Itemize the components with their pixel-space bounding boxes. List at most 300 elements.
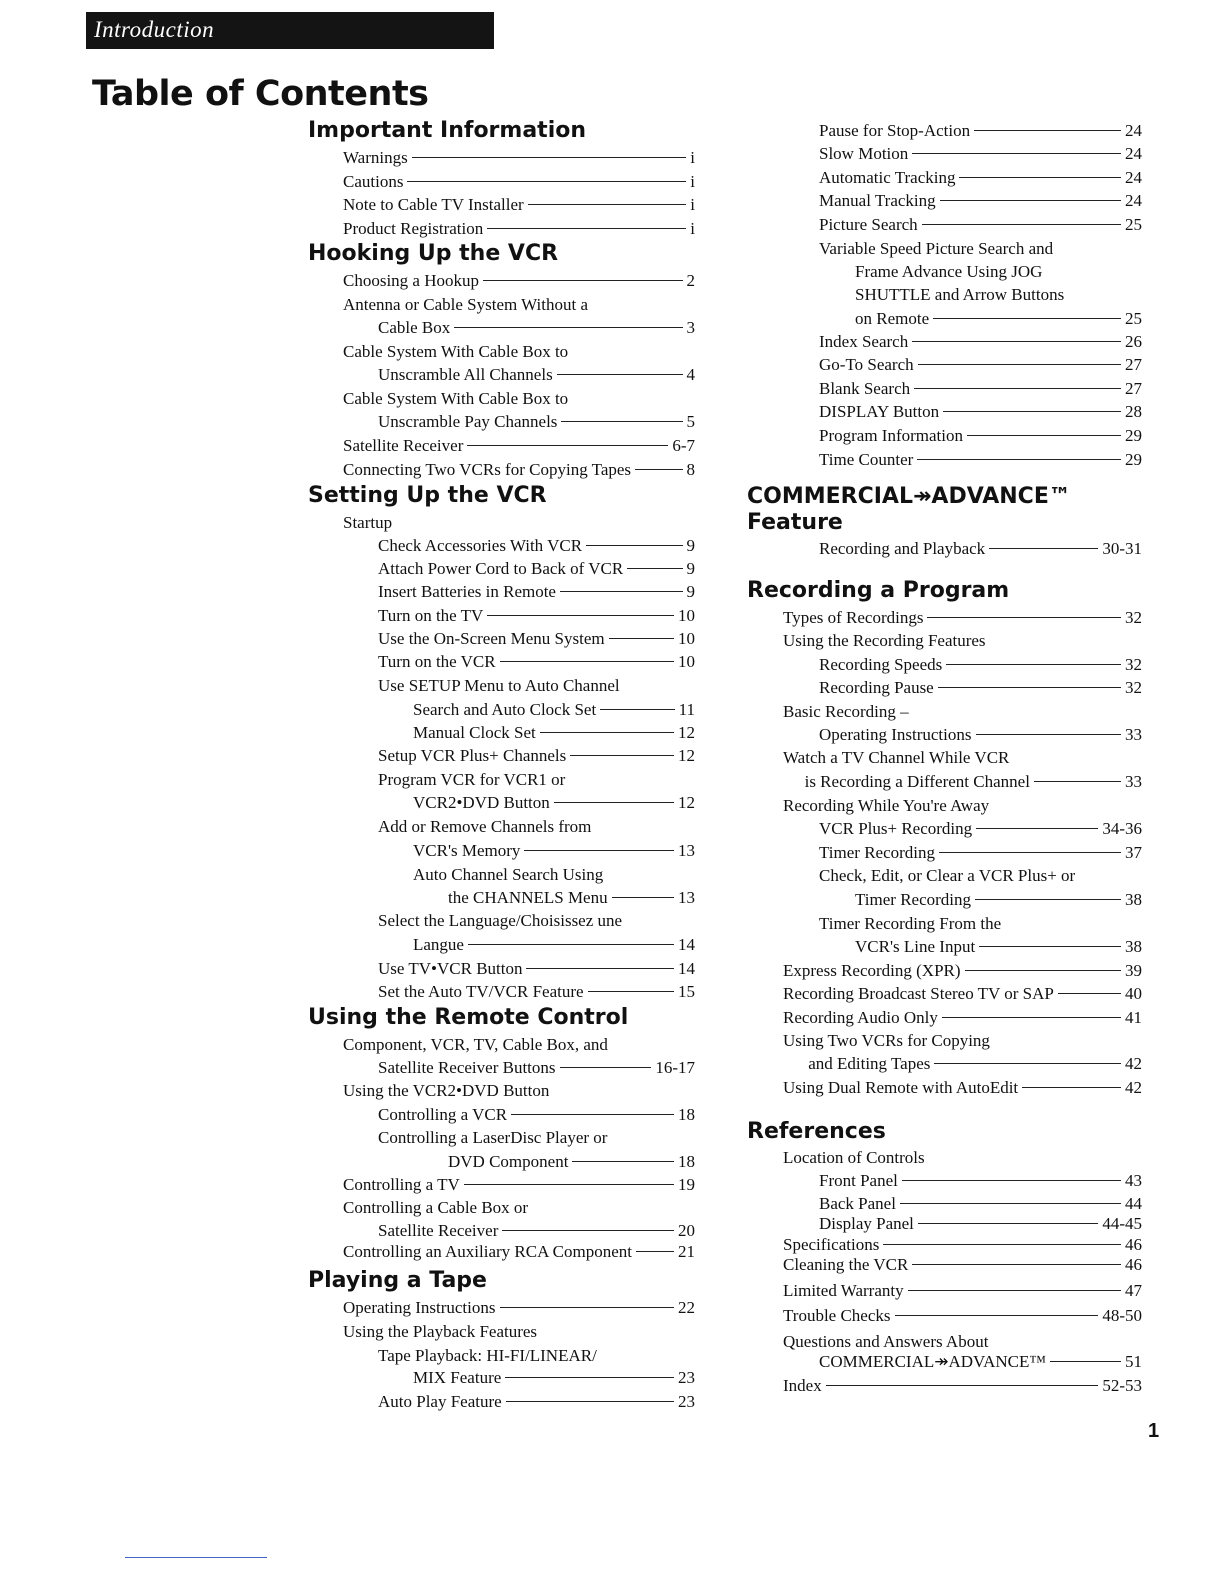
toc-entry[interactable] <box>783 606 1142 630</box>
toc-text-line <box>343 387 568 411</box>
toc-entry-label: VCR2•DVD Button <box>413 793 550 812</box>
leader-line <box>912 341 1121 342</box>
leader-line <box>468 944 674 945</box>
toc-text-line <box>819 864 1075 888</box>
toc-entry[interactable] <box>378 1103 695 1127</box>
leader-line <box>918 364 1121 365</box>
toc-entry-label: Turn on the VCR <box>378 652 496 671</box>
toc-entry-label: Auto Play Feature <box>378 1392 502 1411</box>
toc-entry-page: 18 <box>678 1152 695 1171</box>
toc-entry-label: Program Information <box>819 426 963 445</box>
toc-entry-page: 6-7 <box>672 436 695 455</box>
leader-line <box>967 435 1121 436</box>
toc-entry[interactable] <box>819 1212 1142 1236</box>
toc-entry-label: Search and Auto Clock Set <box>413 700 597 719</box>
toc-entry[interactable] <box>378 363 695 387</box>
toc-entry-label: MIX Feature <box>413 1368 502 1387</box>
toc-entry[interactable] <box>819 448 1142 472</box>
toc-entry-page: 34-36 <box>1102 819 1142 838</box>
leader-line <box>635 469 682 470</box>
leader-line <box>989 548 1098 549</box>
toc-entry[interactable] <box>343 434 695 458</box>
toc-entry-label: Using Two VCRs for Copying <box>783 1031 990 1050</box>
toc-text-line <box>343 1320 537 1344</box>
leader-line <box>1022 1087 1121 1088</box>
section-heading: Feature <box>747 510 843 535</box>
toc-entry-page: 9 <box>686 582 695 601</box>
toc-entry[interactable] <box>448 886 695 910</box>
toc-entry[interactable] <box>783 1076 1142 1100</box>
toc-entry-label: Timer Recording From the <box>819 914 1002 933</box>
leader-line <box>572 1161 674 1162</box>
toc-entry-page: 44-45 <box>1102 1214 1142 1233</box>
leader-line <box>412 157 687 158</box>
toc-entry-page: 16-17 <box>655 1058 695 1077</box>
toc-entry-label: Using Dual Remote with AutoEdit <box>783 1078 1019 1097</box>
toc-entry[interactable] <box>819 424 1142 448</box>
toc-entry-page: 24 <box>1125 121 1142 140</box>
toc-entry[interactable] <box>343 217 695 241</box>
leader-line <box>934 1063 1121 1064</box>
toc-entry[interactable] <box>855 307 1142 331</box>
toc-entry[interactable] <box>819 400 1142 424</box>
toc-entry[interactable] <box>343 193 695 217</box>
leader-line <box>917 459 1121 460</box>
leader-line <box>561 421 682 422</box>
toc-entry[interactable] <box>413 839 695 863</box>
leader-line <box>912 153 1121 154</box>
leader-line <box>528 204 687 205</box>
toc-text-line <box>783 1146 925 1170</box>
toc-entry-label: Use SETUP Menu to Auto Channel <box>378 676 620 695</box>
toc-entry[interactable] <box>783 1253 1142 1277</box>
toc-entry-page: 13 <box>678 888 695 907</box>
toc-entry-label: Attach Power Cord to Back of VCR <box>378 559 624 578</box>
toc-entry-label: Types of Recordings <box>783 608 924 627</box>
toc-entry-page: 41 <box>1125 1008 1142 1027</box>
toc-entry[interactable] <box>378 534 695 558</box>
toc-text-line <box>378 815 591 839</box>
toc-entry[interactable] <box>378 744 695 768</box>
toc-entry-page: 3 <box>686 318 695 337</box>
leader-line <box>959 177 1121 178</box>
toc-entry[interactable] <box>378 580 695 604</box>
toc-entry-page: i <box>690 148 695 167</box>
toc-text-line <box>783 746 1009 770</box>
toc-entry-label: and Editing Tapes <box>808 1054 931 1073</box>
toc-text-line <box>378 1126 607 1150</box>
toc-entry-label: Using the Recording Features <box>783 631 986 650</box>
toc-entry-label: Program VCR for VCR1 or <box>378 770 566 789</box>
leader-line <box>600 709 674 710</box>
toc-entry-page: 39 <box>1125 961 1142 980</box>
leader-line <box>939 852 1121 853</box>
toc-entry-label: VCR Plus+ Recording <box>819 819 973 838</box>
toc-entry-label: Basic Recording – <box>783 702 909 721</box>
toc-entry[interactable] <box>783 982 1142 1006</box>
toc-entry[interactable] <box>378 1390 695 1414</box>
leader-line <box>524 850 674 851</box>
toc-entry-label: Check Accessories With VCR <box>378 536 583 555</box>
toc-entry[interactable] <box>783 1304 1142 1328</box>
toc-entry-label: is Recording a Different Channel <box>804 772 1030 791</box>
toc-entry-page: i <box>690 219 695 238</box>
toc-entry-label: Product Registration <box>343 219 484 238</box>
toc-entry-label: Auto Channel Search Using <box>413 865 604 884</box>
toc-entry-label: Controlling a TV <box>343 1175 460 1194</box>
toc-entry[interactable] <box>819 723 1142 747</box>
toc-entry[interactable] <box>819 653 1142 677</box>
page-title: Table of Contents <box>92 74 429 114</box>
toc-entry-label: Location of Controls <box>783 1148 925 1167</box>
toc-entry-page: i <box>690 172 695 191</box>
toc-entry[interactable] <box>413 698 695 722</box>
toc-entry[interactable] <box>783 959 1142 983</box>
leader-line <box>883 1244 1121 1245</box>
toc-entry-page: 42 <box>1125 1078 1142 1097</box>
toc-entry-page: 46 <box>1125 1235 1142 1254</box>
leader-line <box>454 327 682 328</box>
toc-entry[interactable] <box>413 791 695 815</box>
toc-text-line <box>855 260 1042 284</box>
toc-text-line <box>343 293 588 317</box>
toc-entry[interactable] <box>378 410 695 434</box>
toc-entry-page: 33 <box>1125 725 1142 744</box>
toc-entry-label: SHUTTLE and Arrow Buttons <box>855 285 1065 304</box>
toc-entry[interactable] <box>819 676 1142 700</box>
toc-entry[interactable] <box>805 770 1142 794</box>
leader-line <box>487 228 686 229</box>
toc-text-line <box>378 674 620 698</box>
toc-entry-label: Check, Edit, or Clear a VCR Plus+ or <box>819 866 1076 885</box>
toc-entry-page: 12 <box>678 793 695 812</box>
toc-entry-label: Back Panel <box>819 1194 896 1213</box>
toc-entry-label: Express Recording (XPR) <box>783 961 961 980</box>
toc-entry-page: 4 <box>686 365 695 384</box>
toc-text-line <box>783 1029 990 1053</box>
toc-entry-page: 38 <box>1125 937 1142 956</box>
toc-entry[interactable] <box>378 627 695 651</box>
toc-text-line <box>343 340 568 364</box>
toc-entry-label: Startup <box>343 513 393 532</box>
leader-line <box>570 755 674 756</box>
toc-entry[interactable] <box>819 189 1142 213</box>
toc-entry[interactable] <box>819 1169 1142 1193</box>
leader-line <box>627 568 682 569</box>
toc-entry-label: Unscramble Pay Channels <box>378 412 558 431</box>
toc-entry-page: 11 <box>678 700 695 719</box>
toc-entry-page: 42 <box>1124 1054 1142 1073</box>
leader-line <box>976 828 1098 829</box>
toc-entry-label: Warnings <box>343 148 408 167</box>
section-heading: Using the Remote Control <box>308 1005 629 1030</box>
toc-entry-label: Controlling a VCR <box>378 1105 508 1124</box>
toc-entry-page: 23 <box>678 1392 695 1411</box>
leader-line <box>943 411 1121 412</box>
toc-entry-page: 29 <box>1125 426 1142 445</box>
toc-entry-label: Operating Instructions <box>343 1298 496 1317</box>
toc-entry-page: 24 <box>1125 168 1142 187</box>
toc-entry[interactable] <box>343 458 695 482</box>
toc-entry-label: Recording While You're Away <box>783 796 990 815</box>
leader-line <box>506 1401 674 1402</box>
toc-entry-page: 48-50 <box>1102 1306 1142 1325</box>
toc-entry-label: Controlling an Auxiliary RCA Component <box>343 1242 632 1261</box>
leader-line <box>979 946 1121 947</box>
toc-entry[interactable] <box>819 817 1142 841</box>
leader-line <box>946 664 1121 665</box>
toc-entry-page: 30-31 <box>1102 539 1142 558</box>
toc-text-line <box>343 1079 549 1103</box>
toc-text-line <box>343 1033 608 1057</box>
toc-entry-label: Note to Cable TV Installer <box>343 195 524 214</box>
toc-entry-label: Recording Audio Only <box>783 1008 938 1027</box>
toc-entry[interactable] <box>855 888 1142 912</box>
toc-entry-label: Automatic Tracking <box>819 168 956 187</box>
leader-line <box>502 1230 674 1231</box>
toc-entry[interactable] <box>819 213 1142 237</box>
toc-entry[interactable] <box>808 1052 1142 1076</box>
toc-text-line <box>343 511 392 535</box>
leader-line <box>940 200 1121 201</box>
toc-entry[interactable] <box>343 170 695 194</box>
toc-entry-label: Select the Language/Choisissez une <box>378 911 623 930</box>
toc-entry[interactable] <box>819 330 1142 354</box>
toc-entry-label: Index Search <box>819 332 909 351</box>
toc-entry-page: 19 <box>678 1175 695 1194</box>
leader-line <box>933 318 1121 319</box>
toc-entry-page: 18 <box>678 1105 695 1124</box>
toc-entry[interactable] <box>343 146 695 170</box>
toc-entry[interactable] <box>378 957 695 981</box>
toc-text-line <box>343 1196 528 1220</box>
toc-entry-page: 27 <box>1125 355 1142 374</box>
toc-entry[interactable] <box>343 1296 695 1320</box>
toc-entry-page: 27 <box>1125 379 1142 398</box>
toc-entry-label: Pause for Stop-Action <box>819 121 971 140</box>
leader-line <box>483 280 683 281</box>
leader-line <box>487 615 674 616</box>
toc-entry-label: DISPLAY Button <box>819 402 940 421</box>
toc-entry[interactable] <box>819 537 1142 561</box>
toc-entry-page: 12 <box>678 723 695 742</box>
toc-text-line <box>783 629 986 653</box>
toc-entry-label: Limited Warranty <box>783 1281 904 1300</box>
leader-line <box>1034 781 1121 782</box>
toc-entry-page: 14 <box>678 935 695 954</box>
toc-entry-label: Slow Motion <box>819 144 909 163</box>
toc-entry-label: Controlling a Cable Box or <box>343 1198 529 1217</box>
section-heading: COMMERCIAL↠ADVANCE™ <box>747 484 1071 509</box>
leader-line <box>612 897 674 898</box>
leader-line <box>407 181 686 182</box>
toc-entry-label: Timer Recording <box>855 890 972 909</box>
toc-entry-label: Cleaning the VCR <box>783 1255 909 1274</box>
toc-entry-page: 9 <box>686 559 695 578</box>
section-heading: References <box>747 1119 886 1144</box>
toc-entry-label: the CHANNELS Menu <box>448 888 608 907</box>
toc-entry-label: Cautions <box>343 172 404 191</box>
leader-line <box>927 617 1121 618</box>
leader-line <box>826 1385 1099 1386</box>
toc-entry-label: Cable System With Cable Box to <box>343 389 569 408</box>
toc-entry[interactable] <box>819 841 1142 865</box>
toc-entry-label: VCR's Memory <box>413 841 521 860</box>
leader-line <box>560 591 683 592</box>
toc-entry-label: DVD Component <box>448 1152 569 1171</box>
toc-entry[interactable] <box>378 604 695 628</box>
toc-entry-page: 40 <box>1125 984 1142 1003</box>
toc-entry[interactable] <box>783 1006 1142 1030</box>
toc-entry-label: Recording and Playback <box>819 539 986 558</box>
toc-entry-label: Variable Speed Picture Search and <box>819 239 1054 258</box>
toc-entry-label: Specifications <box>783 1235 880 1254</box>
toc-entry[interactable] <box>378 980 695 1004</box>
toc-entry-page: 32 <box>1125 678 1142 697</box>
toc-entry[interactable] <box>855 935 1142 959</box>
section-heading: Hooking Up the VCR <box>308 241 559 266</box>
toc-entry-page: 13 <box>678 841 695 860</box>
toc-entry-page: 44 <box>1125 1194 1142 1213</box>
toc-entry-page: 9 <box>686 536 695 555</box>
toc-entry-label: Setup VCR Plus+ Channels <box>378 746 567 765</box>
leader-line <box>914 388 1121 389</box>
toc-entry-page: 23 <box>678 1368 695 1387</box>
toc-entry[interactable] <box>783 1374 1142 1398</box>
toc-entry[interactable] <box>343 269 695 293</box>
toc-entry-label: Unscramble All Channels <box>378 365 553 384</box>
toc-entry[interactable] <box>378 650 695 674</box>
toc-entry-label: Satellite Receiver <box>378 1221 499 1240</box>
toc-entry[interactable] <box>819 353 1142 377</box>
leader-line <box>500 1307 675 1308</box>
toc-entry[interactable] <box>343 1173 695 1197</box>
toc-entry-page: 10 <box>678 652 695 671</box>
toc-entry-label: Use the On-Screen Menu System <box>378 629 605 648</box>
toc-entry[interactable] <box>448 1150 695 1174</box>
toc-entry-page: 47 <box>1125 1281 1142 1300</box>
toc-entry-page: 25 <box>1125 215 1142 234</box>
leader-line <box>938 687 1121 688</box>
toc-entry-label: Frame Advance Using JOG <box>855 262 1043 281</box>
toc-entry-page: 2 <box>686 271 695 290</box>
leader-line <box>511 1114 674 1115</box>
toc-entry-page: 32 <box>1125 608 1142 627</box>
toc-entry[interactable] <box>343 1240 695 1264</box>
toc-entry[interactable] <box>783 1279 1142 1303</box>
toc-entry-page: 25 <box>1125 309 1142 328</box>
toc-entry-page: 5 <box>686 412 695 431</box>
leader-line <box>609 638 674 639</box>
toc-entry-label: Questions and Answers About <box>783 1332 989 1351</box>
leader-line <box>1050 1361 1121 1362</box>
toc-entry-label: Index <box>783 1376 822 1395</box>
toc-entry-page: 10 <box>678 629 695 648</box>
toc-entry-label: on Remote <box>855 309 930 328</box>
toc-entry-page: 8 <box>686 460 695 479</box>
toc-entry-page: 43 <box>1125 1171 1142 1190</box>
toc-text-line <box>378 1344 597 1368</box>
leader-line <box>557 374 683 375</box>
footer-rule <box>125 1557 267 1558</box>
toc-entry[interactable] <box>378 1056 695 1080</box>
leader-line <box>895 1315 1099 1316</box>
toc-entry-page: 24 <box>1125 191 1142 210</box>
toc-entry-label: Turn on the TV <box>378 606 484 625</box>
toc-entry-page: 33 <box>1124 772 1142 791</box>
toc-entry-page: 21 <box>678 1242 695 1261</box>
toc-entry-page: 12 <box>678 746 695 765</box>
toc-entry-page: 28 <box>1125 402 1142 421</box>
toc-entry-label: COMMERCIAL↠ADVANCE™ <box>819 1352 1047 1371</box>
toc-entry[interactable] <box>413 721 695 745</box>
toc-entry[interactable] <box>819 119 1142 143</box>
toc-entry-page: 14 <box>678 959 695 978</box>
toc-entry[interactable] <box>378 1219 695 1243</box>
header-bar <box>86 12 494 49</box>
toc-text-line <box>413 863 603 887</box>
toc-entry-label: Watch a TV Channel While VCR <box>783 748 1010 767</box>
leader-line <box>636 1251 674 1252</box>
leader-line <box>500 661 674 662</box>
leader-line <box>918 1223 1098 1224</box>
toc-entry-label: Cable System With Cable Box to <box>343 342 569 361</box>
toc-entry-label: Component, VCR, TV, Cable Box, and <box>343 1035 608 1054</box>
toc-entry-label: Connecting Two VCRs for Copying Tapes <box>343 460 632 479</box>
toc-entry[interactable] <box>378 316 695 340</box>
toc-entry-label: Time Counter <box>819 450 914 469</box>
toc-entry[interactable] <box>819 142 1142 166</box>
toc-text-line <box>378 909 622 933</box>
toc-text-line <box>819 237 1053 261</box>
toc-entry-label: Operating Instructions <box>819 725 972 744</box>
toc-entry-label: Antenna or Cable System Without a <box>343 295 588 314</box>
toc-entry-label: Satellite Receiver <box>343 436 464 455</box>
toc-entry[interactable] <box>413 933 695 957</box>
section-heading: Recording a Program <box>747 578 1010 603</box>
toc-entry-page: 38 <box>1125 890 1142 909</box>
toc-entry-label: Use TV•VCR Button <box>378 959 523 978</box>
toc-text-line <box>378 768 565 792</box>
section-label: Introduction <box>94 17 215 42</box>
toc-text-line <box>855 283 1064 307</box>
toc-entry-page: 52-53 <box>1102 1376 1142 1395</box>
toc-entry-label: Display Panel <box>819 1214 914 1233</box>
toc-text-line <box>783 700 909 724</box>
leader-line <box>554 802 674 803</box>
toc-entry-label: Trouble Checks <box>783 1306 891 1325</box>
toc-entry[interactable] <box>378 557 695 581</box>
leader-line <box>965 970 1121 971</box>
toc-entry[interactable] <box>819 377 1142 401</box>
toc-entry-label: Manual Tracking <box>819 191 936 210</box>
toc-entry-label: Add or Remove Channels from <box>378 817 592 836</box>
toc-entry-label: Cable Box <box>378 318 451 337</box>
toc-entry[interactable] <box>413 1366 695 1390</box>
toc-entry-label: Manual Clock Set <box>413 723 536 742</box>
toc-entry-label: Set the Auto TV/VCR Feature <box>378 982 584 1001</box>
toc-entry[interactable] <box>819 166 1142 190</box>
leader-line <box>467 445 668 446</box>
leader-line <box>464 1184 674 1185</box>
toc-entry-label: Using the VCR2•DVD Button <box>343 1081 550 1100</box>
toc-entry-label: Tape Playback: HI-FI/LINEAR/ <box>378 1346 597 1365</box>
toc-entry-label: Choosing a Hookup <box>343 271 479 290</box>
toc-text-line <box>783 794 989 818</box>
toc-entry[interactable] <box>819 1350 1142 1374</box>
leader-line <box>560 1067 652 1068</box>
toc-entry-label: Insert Batteries in Remote <box>378 582 556 601</box>
